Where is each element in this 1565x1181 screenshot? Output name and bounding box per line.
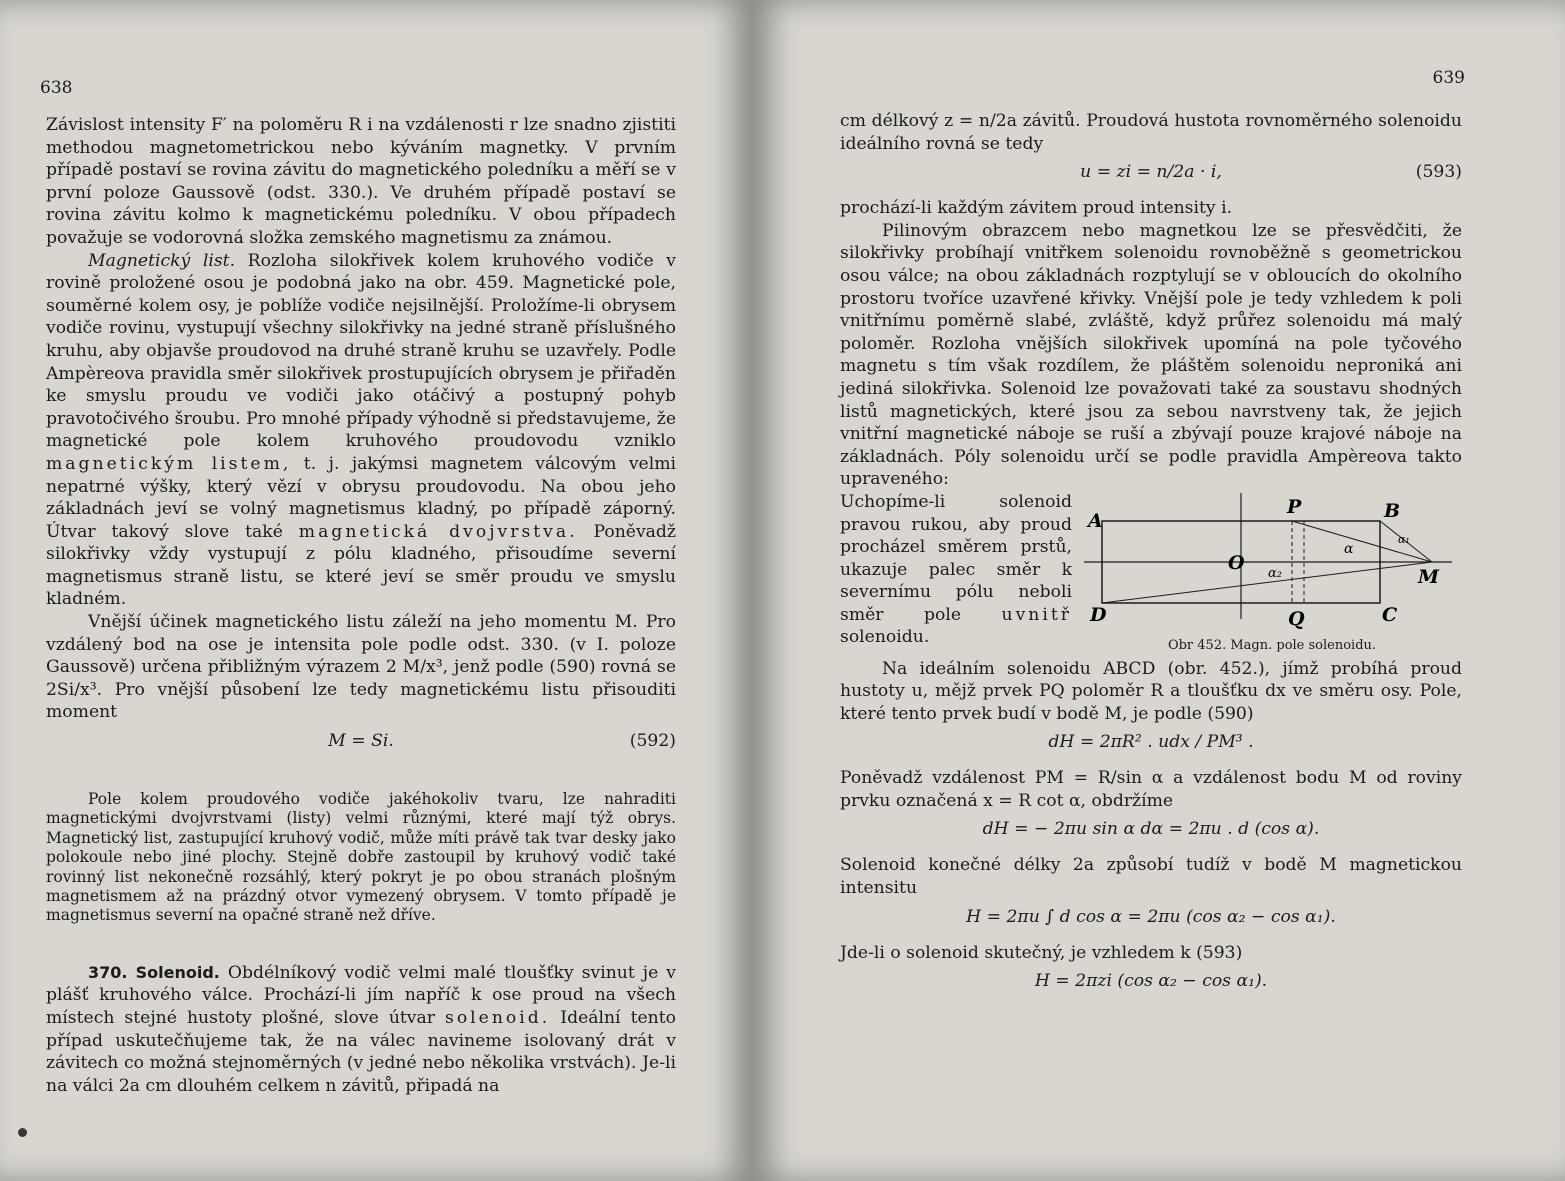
figure-caption: Obr 452. Magn. pole solenoidu. bbox=[1167, 637, 1377, 653]
figure-block bbox=[840, 491, 1462, 658]
label-p: P bbox=[1287, 495, 1302, 518]
page-number-left: 638 bbox=[40, 78, 73, 98]
label-a: A bbox=[1088, 509, 1103, 532]
paragraph: Závislost intensity F′ na poloměru R i na vzdálenosti r lze snadno zjistiti methodou magnetometrickou nebo kýváním magnetky. V prvním případě postaví se rovina závitu do magnetického poledníku a měří se v první poloze Gaussově (odst. 330.). Ve druhém případě postaví se rovina závitu kolmo k magnetickému poledníku. V obou případech považuje se vodorovná složka zemského magnetismu za známou. bbox=[46, 115, 676, 248]
equation-number: (593) bbox=[1415, 162, 1462, 183]
paragraph: Solenoid konečné délky 2a způsobí tudíž v bodě M magnetickou intensitu bbox=[840, 855, 1462, 899]
paragraph: Poněvadž vzdálenost PM = R/sin α a vzdálenost bodu M od roviny prvku označená x = R cot α, obdržíme bbox=[840, 768, 1462, 811]
section-title: 370. Solenoid. bbox=[88, 962, 220, 982]
label-c: C bbox=[1382, 603, 1398, 626]
paragraph: cm délkový z = n/2a závitů. Proudová hustota rovnoměrného solenoidu ideálního rovná se tedy bbox=[840, 111, 1462, 154]
spaced-term: magnetickým listem, bbox=[46, 453, 292, 474]
paragraph: prochází-li každým závitem proud intensity i. bbox=[840, 198, 1233, 219]
label-alpha1: α₁ bbox=[1398, 532, 1410, 546]
figure-side-text: Uchopíme-li solenoid pravou rukou, aby proud procházel směrem prstů, ukazuje palec směr k severnímu pólu neboli směr pole uvnitř solenoidu. bbox=[840, 491, 1072, 648]
magnetic-sheet-label: Magnetický list. bbox=[88, 250, 236, 271]
solenoid-diagram bbox=[1082, 491, 1462, 631]
page-number-right: 639 bbox=[1432, 68, 1465, 88]
label-q: Q bbox=[1288, 607, 1305, 630]
formula-h2: H = 2πzi (cos α₂ − cos α₁). bbox=[1034, 971, 1268, 992]
small-print-paragraph: Pole kolem proudového vodiče jakéhokoliv tvaru, lze nahraditi magnetickými dvojvrstvami (listy) velmi různými, které mají týž obrys. Magnetický list, zastupující kruhový vodič, může míti právě tak tvar desky jako polokoule nebo jiné plochy. Stejně dobře zastoupil by kruhový vodič také rovinný list nekonečně rozsáhlý, který pokryt je po obou stranách plošným magnetismem až na prázdný otvor vymezený obrysem. V tomto případě je magnetismus severní na opačné straně než dříve. bbox=[46, 790, 676, 925]
label-d: D bbox=[1090, 603, 1107, 626]
paragraph: Magnetický list. Rozloha silokřivek kolem kruhového vodiče v rovině proložené osou je podobná jako na obr. 459. Magnetické pole, souměrné kolem osy, je poblíže vodiče nejsilnější. Proložíme-li obrysem vodiče rovinu, vystupují všechny silokřivky na jedné straně příslušného kruhu, aby objavše proudovod na druhé straně kruhu se uzavřely. Podle Ampèreova pravidla směr silokřivek prostupujících obrysem je přiřaděn ke smyslu proudu ve vodiči jako otáčivý a postupný pohyb pravotočivého šroubu. Pro mnohé případy výhodně si představujeme, že magnetické pole kolem kruhového proudovodu vzniklo magnetickým listem, t. j. jakýmsi magnetem válcovým velmi nepatrné výšky, který vězí v obrysu proudovodu. Na obou jeho základnách jeví se volný magnetismus kladný, po případě záporný. Útvar takový slove také magnetická dvojvrstva. Poněvadž silokřivky vždy vystupují z pólu kladného, přisoudíme severní magnetismus straně listu, se které jeví se směr proudu ve smyslu kladném. bbox=[46, 250, 676, 610]
paragraph: Jde-li o solenoid skutečný, je vzhledem k (593) bbox=[840, 942, 1243, 963]
equation-number: (592) bbox=[629, 731, 676, 752]
formula-h: H = 2πu ∫ d cos α = 2πu (cos α₂ − cos α₁). bbox=[966, 906, 1336, 927]
formula-593: u = zi = n/2a · i, (593) bbox=[1080, 162, 1462, 183]
left-page-text bbox=[46, 114, 676, 1097]
paragraph: 370. Solenoid. Obdélníkový vodič velmi malé tloušťky svinut je v plášť kruhového válce. Prochází-li jím napříč k ose proud na všech místech stejné hustoty plošné, slove útvar solenoid. Ideální tento případ uskutečňujeme tak, že na válec navineme isolovaný drát v závitech co možná stejnoměrných (v jedné nebo několika vrstvách). Je-li na válci 2a cm dlouhém celkem n závitů, připadá na bbox=[46, 962, 676, 1096]
label-alpha2: α₂ bbox=[1268, 565, 1282, 581]
left-page bbox=[0, 0, 752, 1181]
formula-dh: dH = 2πR² . udx / PM³ . bbox=[1048, 732, 1254, 753]
right-page-text bbox=[840, 110, 1462, 1006]
dm-line bbox=[1102, 562, 1432, 603]
solenoid-figure bbox=[1082, 491, 1462, 658]
spaced-term: magnetická dvojvrstva. bbox=[298, 521, 578, 542]
binding-mark bbox=[18, 1128, 27, 1137]
label-alpha: α bbox=[1344, 540, 1354, 557]
spaced-term: uvnitř bbox=[1001, 604, 1072, 625]
spaced-term: solenoid. bbox=[445, 1008, 551, 1029]
formula-592: M = Si. (592) bbox=[328, 731, 676, 752]
formula-dh2: dH = − 2πu sin α dα = 2πu . d (cos α). bbox=[982, 819, 1320, 840]
paragraph: Vnější účinek magnetického listu záleží na jeho momentu M. Pro vzdálený bod na ose je intensita pole podle odst. 330. (v I. poloze Gaussově) určena přibližným výrazem 2 M/x³, jenž podle (590) rovná se 2Si/x³. Pro vnější působení lze tedy magnetickému listu přisouditi moment bbox=[46, 612, 676, 723]
paragraph: Na ideálním solenoidu ABCD (obr. 452.), jímž probíhá proud hustoty u, mějž prvek PQ poloměr R a tloušťku dx ve směru osy. Pole, které tento prvek budí v bodě M, je podle (590) bbox=[840, 658, 1462, 724]
label-m: M bbox=[1418, 565, 1440, 588]
right-page bbox=[752, 0, 1565, 1181]
pm-line bbox=[1292, 521, 1432, 562]
paragraph: Pilinovým obrazcem nebo magnetkou lze se přesvědčiti, že silokřivky probíhají vnitřkem solenoidu rovnoběžně s geometrickou osou válce; na obou základnách rozptylují se v obloucích do okolního prostoru tvoříce uzavřené křivky. Vnější pole je tedy vzhledem k poli vnitřnímu poměrně slabé, zvláště, když průřez solenoidu má malý poloměr. Rozloha vnějších silokřivek upomíná na pole tyčového magnetu s tím však rozdílem, že pláštěm solenoidu neproniká ani jediná silokřivka. Solenoid lze považovati také za soustavu shodných listů magnetických, které jsou za sebou navrstveny tak, že jejich vnitřní magnetické náboje se ruší a zbývají pouze krajové náboje na základnách. Póly solenoidu určí se podle pravidla Ampèreova takto upraveného: bbox=[840, 220, 1462, 490]
label-b: B bbox=[1384, 499, 1401, 522]
label-o: O bbox=[1228, 551, 1245, 574]
